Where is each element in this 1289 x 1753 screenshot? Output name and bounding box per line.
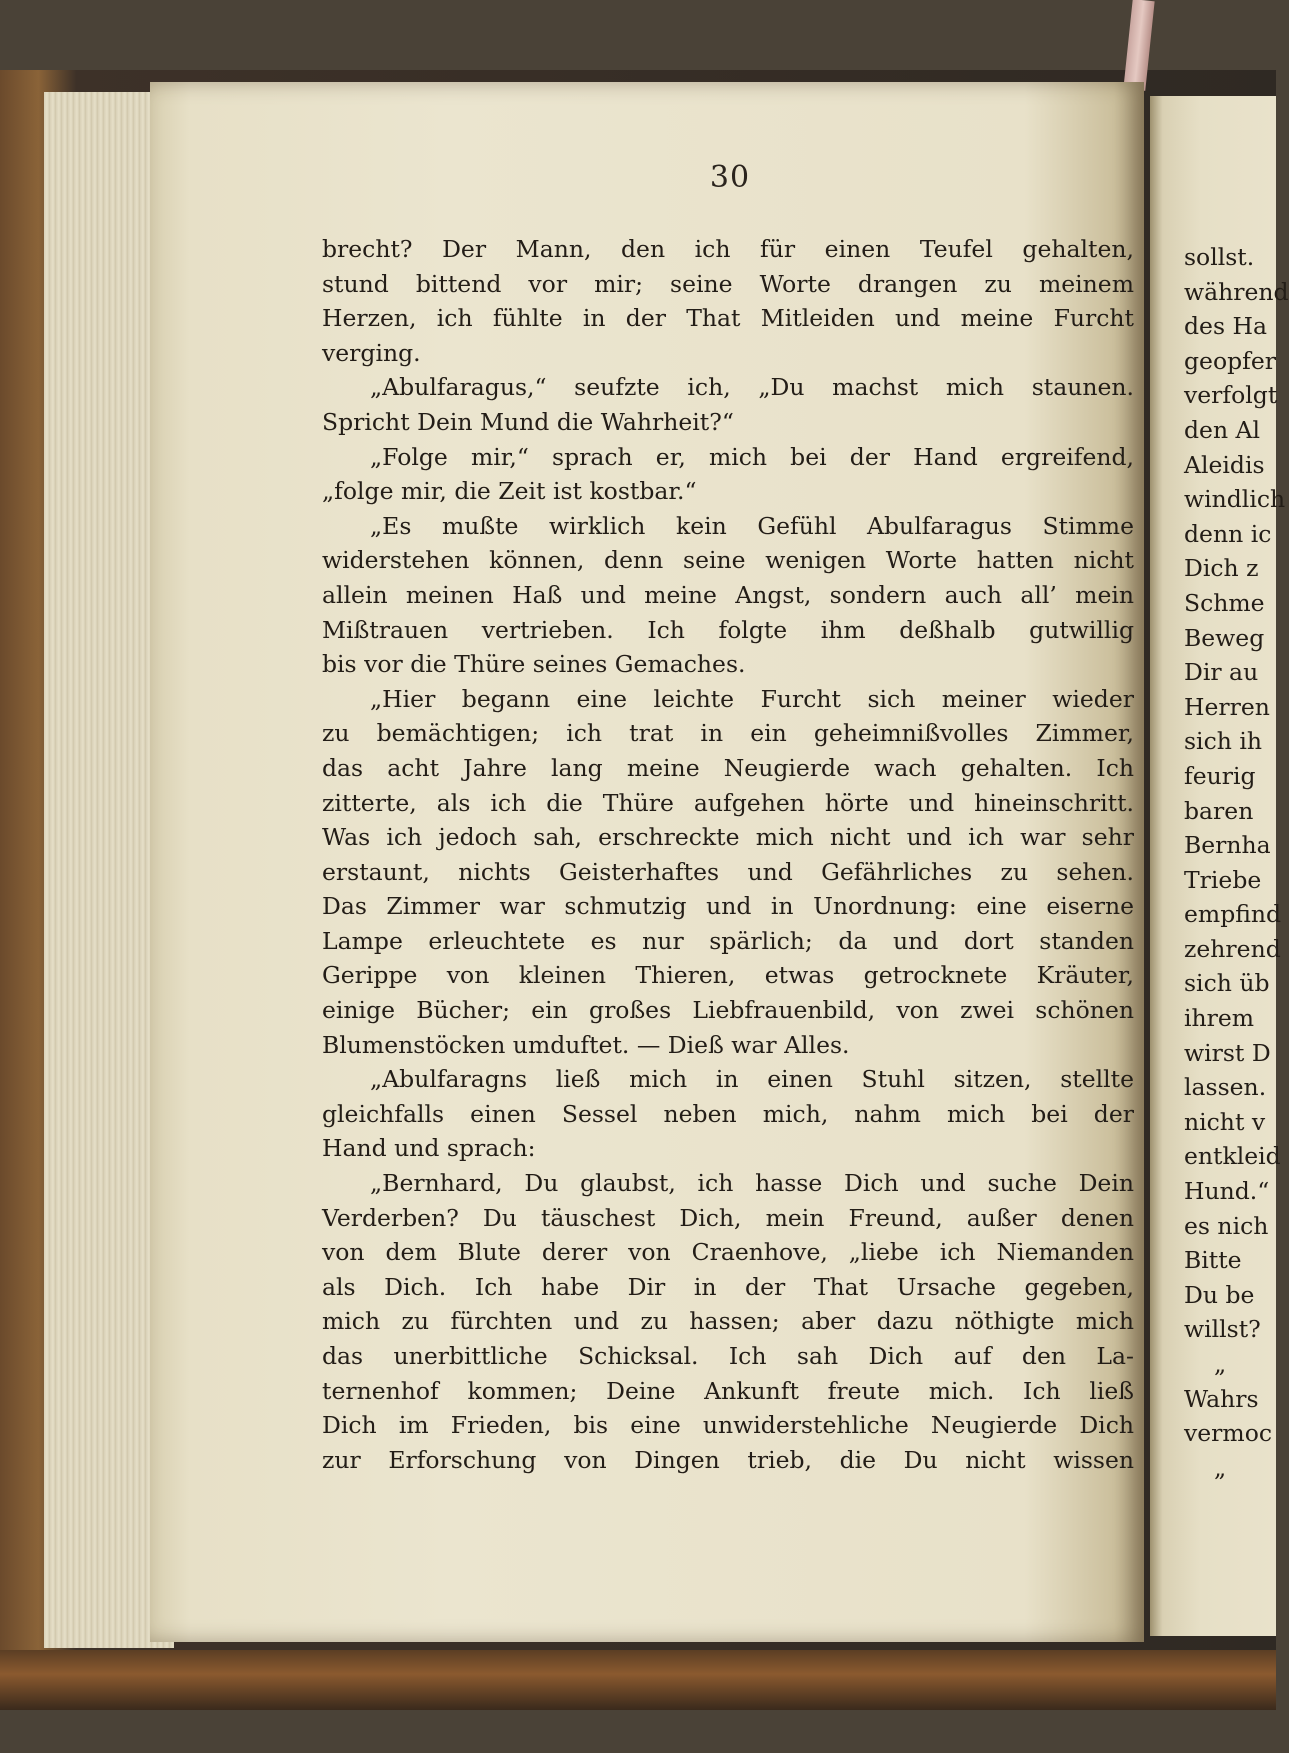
text-line: stund bittend vor mir; seine Worte drangen zu meinem [322,269,1134,298]
text-line: Mißtrauen vertrieben. Ich folgte ihm deßhalb gutwillig [322,615,1134,644]
text-line-fragment: sich üb [1184,969,1270,998]
text-line: einige Bücher; ein großes Liebfrauenbild, von zwei schönen [322,996,1134,1025]
text-line-fragment: sollst. [1184,243,1255,271]
text-line-fragment: den Al [1184,415,1261,444]
text-line-fragment: Hund.“ [1184,1177,1270,1206]
text-line-fragment: des Ha [1184,312,1267,341]
text-line: das acht Jahre lang meine Neugierde wach gehalten. Ich [322,753,1134,782]
text-line: „Bernhard, Du glaubst, ich hasse Dich und suche Dein [370,1169,1134,1198]
text-line: als Dich. Ich habe Dir in der That Ursache gegeben, [322,1272,1134,1301]
left-page-text [322,232,1134,1477]
text-line-fragment: zehrend [1184,934,1281,963]
text-line-fragment: Bernha [1184,831,1271,860]
text-line-fragment: feurig [1184,761,1256,790]
text-line: „Abulfaragns ließ mich in einen Stuhl sitzen, stellte [370,1065,1134,1094]
text-line-fragment: Dich z [1184,554,1259,583]
text-line: „Folge mir,“ sprach er, mich bei der Hand ergreifend, [370,442,1134,471]
text-line: Blumenstöcken umduftet. — Dieß war Alles. [322,1030,850,1059]
text-line-fragment: während [1184,277,1289,306]
text-line: Das Zimmer war schmutzig und in Unordnung: eine eiserne [322,892,1134,921]
right-page-text [1184,240,1289,1485]
text-line-fragment: baren [1184,796,1254,825]
text-line-fragment: Wahrs [1184,1384,1259,1413]
text-line: widerstehen können, denn seine wenigen Worte hatten nicht [322,546,1134,575]
text-line: Was ich jedoch sah, erschreckte mich nicht und ich war sehr [322,823,1134,852]
text-line-fragment: Dir au [1184,658,1259,687]
text-line-fragment: verfolgt [1184,381,1278,410]
text-line: verging. [322,338,421,367]
text-line: gleichfalls einen Sessel neben mich, nahm mich bei der [322,1099,1134,1128]
text-line-fragment: sich ih [1184,727,1262,756]
text-line: Dich im Frieden, bis eine unwiderstehliche Neugierde Dich [322,1411,1134,1440]
text-line: „folge mir, die Zeit ist kostbar.“ [322,477,697,506]
text-line: Hand und sprach: [322,1134,536,1163]
text-line-fragment: denn ic [1184,519,1272,548]
text-line: allein meinen Haß und meine Angst, sondern auch all’ mein [322,580,1134,609]
text-line: Gerippe von kleinen Thieren, etwas getrocknete Kräuter, [322,961,1134,990]
text-line-fragment: es nich [1184,1211,1269,1240]
text-line-fragment: nicht v [1184,1107,1266,1136]
text-line: „Es mußte wirklich kein Gefühl Abulfaragus Stimme [370,511,1134,540]
text-line-fragment: Triebe [1184,865,1262,894]
text-line: ternenhof kommen; Deine Ankunft freute mich. Ich ließ [322,1376,1134,1405]
text-line: brecht? Der Mann, den ich für einen Teufel gehalten, [322,235,1134,263]
text-line-fragment: „ [1214,1453,1227,1482]
text-line-fragment: windlich [1184,485,1286,514]
text-line: Spricht Dein Mund die Wahrheit?“ [322,407,734,436]
text-line: zu bemächtigen; ich trat in ein geheimnißvolles Zimmer, [322,719,1134,748]
text-line-fragment: geopfer [1184,346,1276,375]
text-line: von dem Blute derer von Craenhove, „liebe ich Niemanden [322,1238,1134,1267]
text-line: das unerbittliche Schicksal. Ich sah Dich auf den La- [322,1342,1134,1370]
text-line-fragment: Du be [1184,1280,1255,1309]
text-line: mich zu fürchten und zu hassen; aber dazu nöthigte mich [322,1307,1134,1336]
text-line-fragment: Bitte [1184,1246,1242,1275]
text-line-fragment: ihrem [1184,1004,1255,1033]
text-line: Verderben? Du täuschest Dich, mein Freund, außer denen [322,1203,1134,1232]
text-line-fragment: „ [1214,1350,1227,1378]
text-line-fragment: wirst D [1184,1038,1271,1067]
text-line-fragment: lassen. [1184,1073,1267,1102]
text-line-fragment: willst? [1184,1315,1261,1344]
cover-bottom-edge [0,1650,1276,1710]
text-line: „Abulfaragus,“ seufzte ich, „Du machst mich staunen. [370,373,1134,402]
page-number: 30 [709,160,751,195]
text-line-fragment: empfind [1184,900,1282,929]
text-line-fragment: Beweg [1184,623,1265,652]
text-line: bis vor die Thüre seines Gemaches. [322,650,746,679]
text-line-fragment: Aleidis [1184,450,1265,479]
text-line-fragment: Schme [1184,588,1265,617]
text-line: zur Erforschung von Dingen trieb, die Du nicht wissen [322,1445,1134,1474]
text-line-fragment: entkleid [1184,1142,1281,1171]
text-line: Lampe erleuchtete es nur spärlich; da und dort standen [322,926,1134,955]
text-line: „Hier begann eine leichte Furcht sich meiner wieder [370,684,1134,713]
text-line: zitterte, als ich die Thüre aufgehen hörte und hineinschritt. [322,788,1134,817]
text-line-fragment: vermoc [1184,1419,1273,1448]
text-line: erstaunt, nichts Geisterhaftes und Gefährliches zu sehen. [322,857,1134,886]
text-line: Herzen, ich fühlte in der That Mitleiden und meine Furcht [322,304,1134,333]
text-line-fragment: Herren [1184,692,1270,721]
